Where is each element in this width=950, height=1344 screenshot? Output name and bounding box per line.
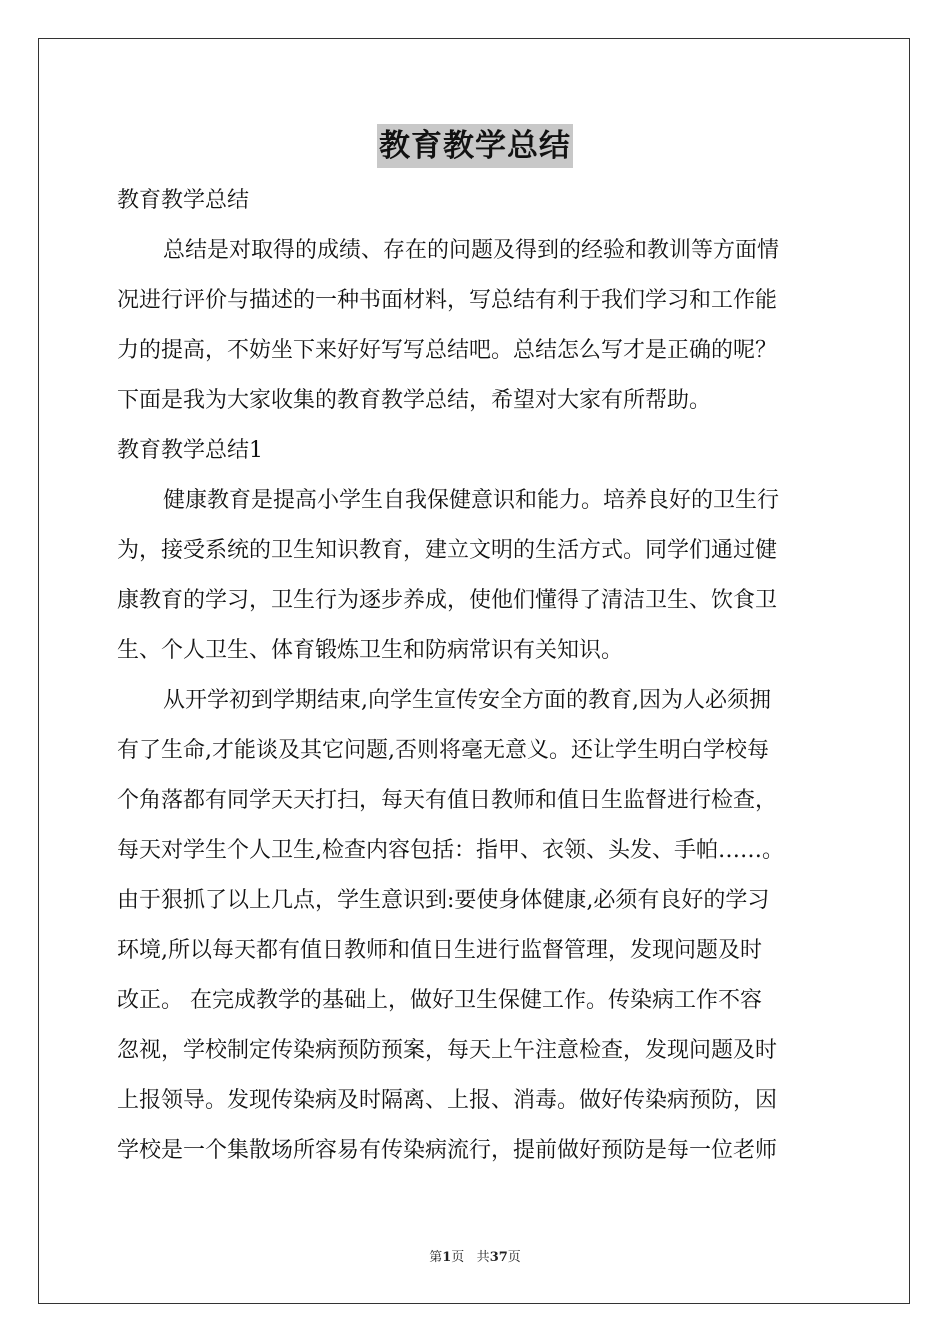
text-line: 况进行评价与描述的一种书面材料，写总结有利于我们学习和工作能 <box>117 288 778 313</box>
subtitle: 教育教学总结 <box>117 188 250 213</box>
document-title: 教育教学总结 <box>377 124 573 168</box>
footer-total-suffix: 页 <box>507 1250 521 1265</box>
section-heading: 教育教学总结1 <box>117 438 263 463</box>
paragraph-health-education <box>117 476 839 676</box>
text-line: 健康教育是提高小学生自我保健意识和能力。培养良好的卫生行 <box>163 488 780 513</box>
text-line: 忽视，学校制定传染病预防预案，每天上午注意检查，发现问题及时 <box>117 1038 778 1063</box>
text-line: 有了生命,才能谈及其它问题,否则将毫无意义。还让学生明白学校每 <box>117 738 769 763</box>
total-pages: 37 <box>489 1250 508 1265</box>
text-line: 从开学初到学期结束,向学生宣传安全方面的教育,因为人必须拥 <box>163 688 771 713</box>
page-footer <box>0 1246 950 1265</box>
text-line: 上报领导。发现传染病及时隔离、上报、消毒。做好传染病预防，因 <box>117 1088 778 1113</box>
footer-page-suffix: 页 <box>451 1250 465 1265</box>
paragraph-safety-education <box>117 676 839 1176</box>
text-line: 力的提高，不妨坐下来好好写写总结吧。总结怎么写才是正确的呢？ <box>117 338 778 363</box>
document-body <box>117 176 839 1176</box>
text-line: 康教育的学习，卫生行为逐步养成，使他们懂得了清洁卫生、饮食卫 <box>117 588 778 613</box>
text-line: 学校是一个集散场所容易有传染病流行，提前做好预防是每一位老师 <box>117 1138 778 1163</box>
footer-total-prefix: 共 <box>476 1250 490 1265</box>
title-container <box>0 124 950 168</box>
text-line: 下面是我为大家收集的教育教学总结，希望对大家有所帮助。 <box>117 388 712 413</box>
text-line: 改正。 在完成教学的基础上，做好卫生保健工作。传染病工作不容 <box>117 988 762 1013</box>
text-line: 为，接受系统的卫生知识教育，建立文明的生活方式。同学们通过健 <box>117 538 778 563</box>
text-line: 每天对学生个人卫生,检查内容包括：指甲、衣领、头发、手帕……。 <box>117 838 784 863</box>
text-line: 总结是对取得的成绩、存在的问题及得到的经验和教训等方面情 <box>163 238 780 263</box>
text-line: 由于狠抓了以上几点，学生意识到:要使身体健康,必须有良好的学习 <box>117 888 770 913</box>
intro-paragraph <box>117 226 839 426</box>
text-line: 个角落都有同学天天打扫，每天有值日教师和值日生监督进行检查， <box>117 788 778 813</box>
page-number: 1 <box>442 1250 452 1265</box>
text-line: 生、个人卫生、体育锻炼卫生和防病常识有关知识。 <box>117 638 624 663</box>
footer-prefix: 第 <box>429 1250 443 1265</box>
text-line: 环境,所以每天都有值日教师和值日生进行监督管理，发现问题及时 <box>117 938 762 963</box>
